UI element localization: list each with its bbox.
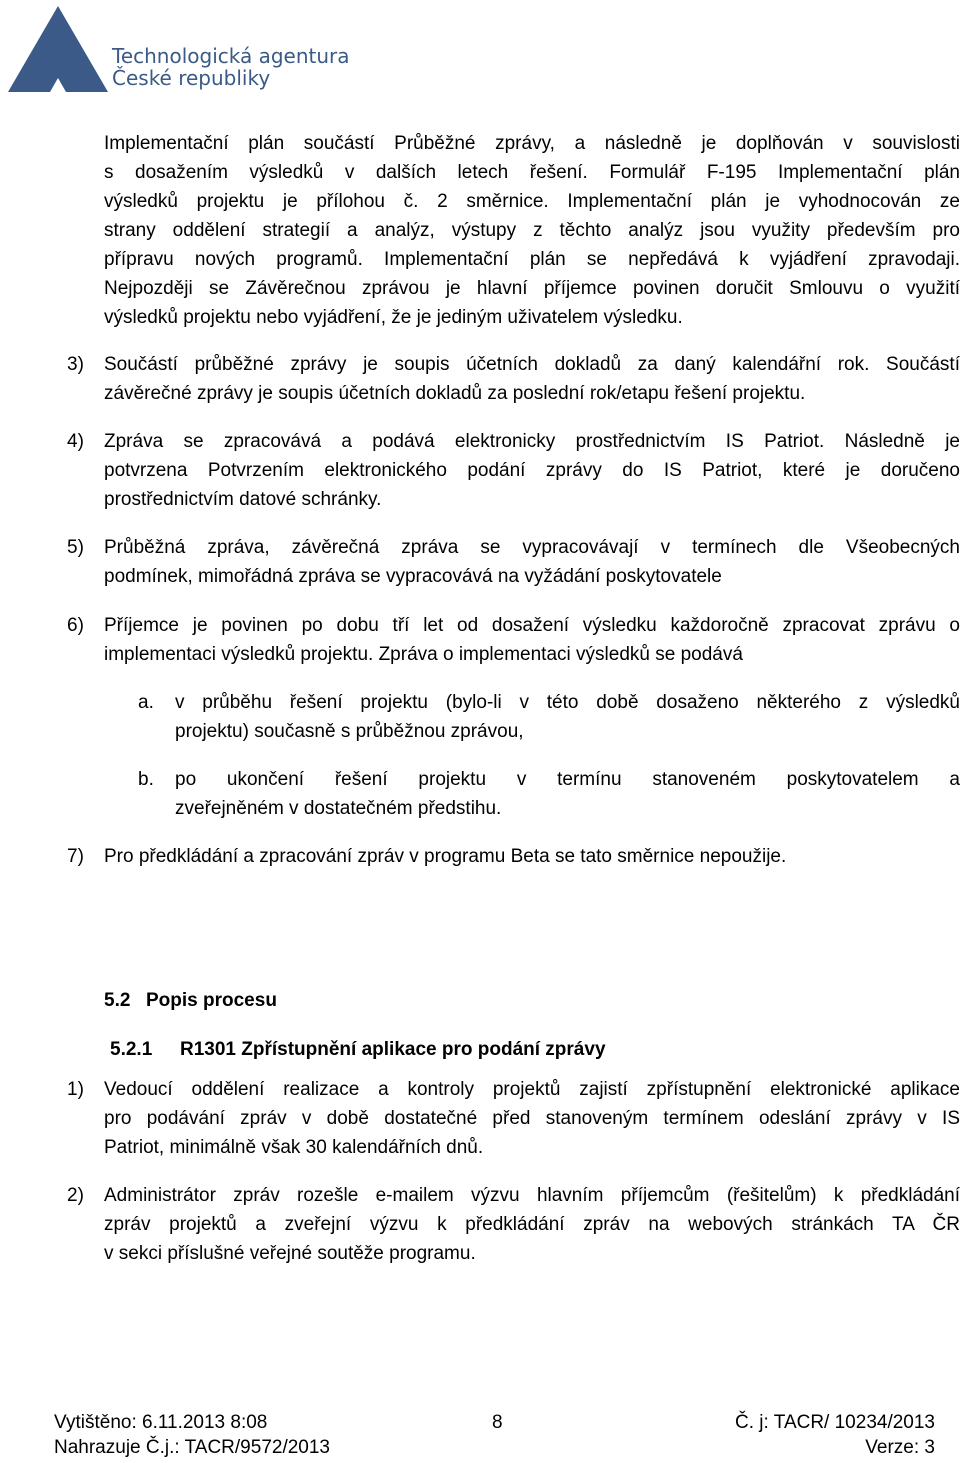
logo-line1: Technologická agentura — [112, 44, 350, 68]
item-line: Pro předkládání a zpracování zpráv v programu Beta se tato směrnice nepoužije. — [104, 846, 787, 867]
intro-line: přípravu nových programů. Implementační plán se nepředává k vyjádření zpravodaji. — [104, 249, 960, 270]
item-line: potvrzena Potvrzením elektronického podání zprávy do IS Patriot, které je doručeno — [104, 460, 960, 481]
printed-date: Vytištěno: 6.11.2013 8:08 — [54, 1412, 268, 1433]
item-letter: a. — [138, 692, 154, 713]
item-line: projektu) současně s průběžnou zprávou, — [175, 721, 524, 742]
item-line: implementaci výsledků projektu. Zpráva o implementaci výsledků se podává — [104, 644, 743, 665]
item-line: podmínek, mimořádná zpráva se vypracovává na vyžádání poskytovatele — [104, 566, 722, 587]
subheading-text: R1301 Zpřístupnění aplikace pro podání zprávy — [180, 1039, 606, 1060]
item-letter: b. — [138, 769, 154, 790]
subheading-number: 5.2.1 — [110, 1039, 153, 1060]
intro-line: Implementační plán součástí Průběžné zprávy, a následně je doplňován v souvislosti — [104, 133, 960, 154]
item-line: zpráv projektů a zveřejní výzvu k předkládání zpráv na webových stránkách TA ČR — [104, 1214, 960, 1235]
item-line: Součástí průběžné zprávy je soupis účetních dokladů za daný kalendářní rok. Součástí — [104, 354, 960, 375]
item-line: v sekci příslušné veřejné soutěže programu. — [104, 1243, 476, 1264]
version: Verze: 3 — [865, 1437, 935, 1458]
item-number: 1) — [67, 1079, 84, 1100]
item-line: Průběžná zpráva, závěrečná zpráva se vypracovávají v termínech dle Všeobecných — [104, 537, 960, 558]
reference-number: Č. j: TACR/ 10234/2013 — [735, 1412, 935, 1433]
intro-line: strany oddělení strategií a analýz, výstupy z těchto analýz jsou využity především pro — [104, 220, 960, 241]
item-line: po ukončení řešení projektu v termínu stanoveném poskytovatelem a — [175, 769, 960, 790]
item-line: v průběhu řešení projektu (bylo-li v této době dosaženo některého z výsledků — [175, 692, 960, 713]
item-line: Zpráva se zpracovává a podává elektronicky prostřednictvím IS Patriot. Následně je — [104, 431, 960, 452]
logo-line2: České republiky — [112, 66, 271, 90]
intro-line: výsledků projektu nebo vyjádření, že je jediným uživatelem výsledku. — [104, 307, 683, 328]
item-line: pro podávání zpráv v době dostatečné před stanoveným termínem odeslání zprávy v IS — [104, 1108, 960, 1129]
item-number: 5) — [67, 537, 84, 558]
item-line: Patriot, minimálně však 30 kalendářních dnů. — [104, 1137, 484, 1158]
item-number: 3) — [67, 354, 84, 375]
item-line: Příjemce je povinen po dobu tří let od dosažení výsledku každoročně zpracovat zprávu o — [104, 615, 960, 636]
item-line: závěrečné zprávy je soupis účetních dokladů za poslední rok/etapu řešení projektu. — [104, 383, 806, 404]
page-number: 8 — [492, 1412, 503, 1433]
item-line: prostřednictvím datové schránky. — [104, 489, 382, 510]
replaces-reference: Nahrazuje Č.j.: TACR/9572/2013 — [54, 1437, 331, 1458]
item-line: Administrátor zpráv rozešle e-mailem výzvu hlavním příjemcům (řešitelům) k předkládání — [104, 1185, 960, 1206]
item-number: 4) — [67, 431, 84, 452]
intro-line: Nejpozději se Závěrečnou zprávou je hlavní příjemce povinen doručit Smlouvu o využití — [104, 278, 960, 299]
heading-text: Popis procesu — [146, 990, 277, 1011]
intro-line: výsledků projektu je přílohou č. 2 směrnice. Implementační plán je vyhodnocován ze — [104, 191, 960, 212]
intro-line: s dosažením výsledků v dalších letech řešení. Formulář F-195 Implementační plán — [104, 162, 960, 183]
item-line: zveřejněném v dostatečném předstihu. — [175, 798, 502, 819]
item-number: 6) — [67, 615, 84, 636]
item-number: 7) — [67, 846, 84, 867]
item-number: 2) — [67, 1185, 84, 1206]
heading-number: 5.2 — [104, 990, 131, 1011]
item-line: Vedoucí oddělení realizace a kontroly projektů zajistí zpřístupnění elektronické aplikace — [104, 1079, 960, 1100]
